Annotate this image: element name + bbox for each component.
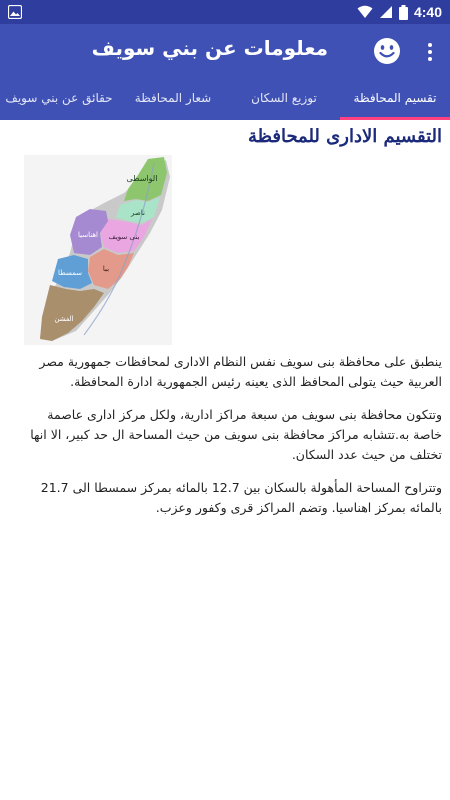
paragraph-inhabited-area: وتتراوح المساحة المأهولة بالسكان بين 12.7 بالمائه بمركز سمسطا الى 21.7 بالمائه بمركز اهناسيا. وتضم المراكز قرى وكفور وعزب. (40, 480, 442, 515)
map-label-alwasta: الواسطى (126, 174, 158, 183)
governorate-map-image (24, 155, 172, 345)
map-label-benisuef: بنى سويف (108, 233, 140, 241)
tab-governorate-emblem[interactable]: شعار المحافظة (134, 91, 212, 105)
image-icon (8, 5, 22, 19)
overflow-menu-icon[interactable] (420, 38, 440, 66)
tab-governorate-division[interactable]: تقسيم المحافظة (353, 91, 437, 105)
tab-population-distribution[interactable]: توزيع السكان (251, 91, 317, 105)
wifi-icon (357, 5, 373, 19)
status-time: 4:40 (413, 4, 442, 20)
app-title: معلومات عن بني سويف (91, 36, 328, 60)
signal-icon (379, 5, 393, 19)
smiley-icon[interactable] (372, 36, 402, 66)
tab-bar (0, 80, 450, 120)
section-heading: التقسيم الادارى للمحافظة (247, 126, 442, 147)
paragraph-administrative-system: ينطبق على محافظة بنى سويف نفس النظام الادارى لمحافظات جمهورية مصر العربية حيث يتولى المحافظ الذى يعينه رئيس الجمهورية ادارة المحافظة. (39, 354, 442, 389)
map-label-ihnasya: اهناسيا (78, 231, 98, 239)
map-label-beba: ببا (102, 265, 110, 273)
map-label-somosta: سمسطا (57, 269, 83, 277)
paragraph-seven-districts: وتتكون محافظة بنى سويف من سبعة مراكز ادارية، ولكل مركز ادارى عاصمة خاصة به.تتشابه مراكز محافظة بنى سويف من حيث المساحة ال حد كبير، الا انها تختلف من حيث عدد السكان. (30, 407, 442, 462)
map-label-nasser: ناصر (131, 209, 145, 217)
battery-icon (399, 5, 408, 20)
app-bar (0, 24, 450, 80)
tab-indicator (340, 117, 450, 120)
map-label-alfashn: الفشن (54, 315, 74, 323)
status-bar (0, 0, 450, 24)
tab-facts-about-beni-suef[interactable]: حقائق عن بني سويف (5, 91, 113, 105)
